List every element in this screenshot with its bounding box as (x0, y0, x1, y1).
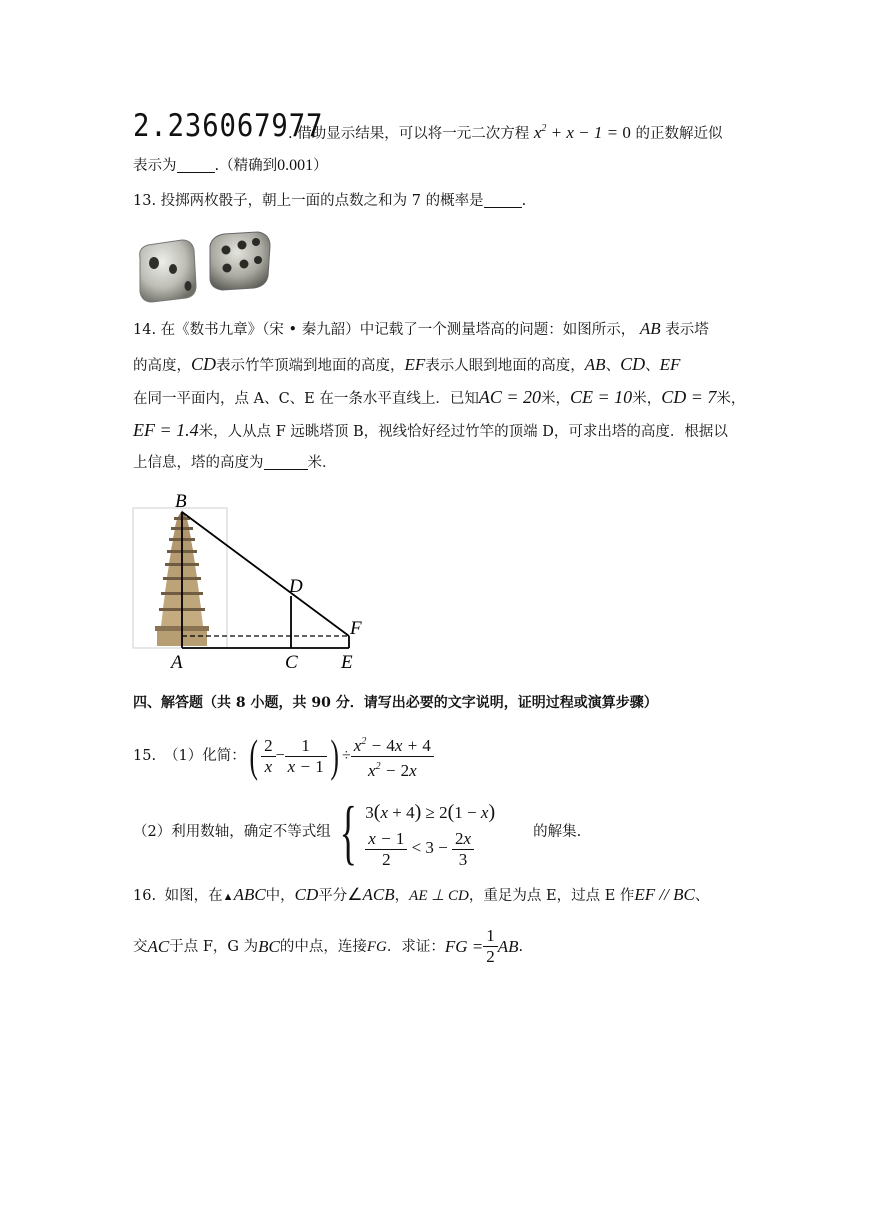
q12-equation: $x^2 + x - 1 = 0$ (533, 123, 631, 142)
q16-line1-d: ，重足为点 E，过点 E 作 (468, 888, 635, 904)
q16-proof-eq: FG = (444, 936, 484, 956)
q12-precision: 0.001 (277, 157, 314, 174)
q14-comma-1: 、 (605, 358, 621, 374)
inequality-2: $\frac{x - 1}{2}$ < 3 − $\frac{2x}{3}$ (365, 828, 495, 868)
q13-tail: . (521, 193, 527, 209)
q16-cd: CD (294, 885, 319, 904)
q14-line5-pre: 上信息，塔的高度为 (133, 455, 264, 471)
q14-line5 (133, 452, 337, 474)
inequality-1: 3(x + 4) ≥ 2(1 − x) (365, 801, 496, 823)
q15-part2-tail: 的解集. (533, 824, 582, 840)
minus-sign: − (275, 747, 285, 764)
q16-line1-b: 中， (265, 888, 295, 904)
q15-part2 (133, 792, 582, 872)
q12-close: ） (313, 158, 328, 174)
frac-quadratic: $\frac{x^2 - 4x + 4}{x^2 - 2x}$ (351, 732, 434, 781)
q16-ac: AC (147, 936, 170, 956)
q14-line1 (133, 318, 709, 341)
q14-line2-c: 表示人眼到地面的高度， (425, 358, 585, 374)
q14-ab-b: B (650, 319, 661, 338)
q14-comma-2: 、 (645, 358, 660, 374)
dice-image (134, 230, 276, 306)
label-c: C (285, 652, 298, 673)
q14-line4-post: 米，人从点 F 远眺塔顶 B，视线恰好经过竹竿的顶端 D，可求出塔的高度．根据以 (198, 424, 728, 440)
q14-line3 (133, 386, 745, 410)
label-f: F (350, 618, 362, 639)
q16-line2-d: ．求证： (386, 938, 445, 955)
q14-line5-post: 米． (307, 455, 337, 471)
q14-line1-pre: 在《数书九章》（宋 • 秦九韶）中记载了一个测量塔高的问题：如图所示， (160, 322, 636, 338)
q14-cd-label: CD (191, 354, 217, 374)
q14-line2 (133, 353, 680, 377)
paren-left: ( (249, 730, 258, 781)
q16-sep-1: ， (394, 888, 410, 904)
q14-unit-2: 米 (632, 391, 647, 407)
q14-segments: AB (584, 355, 606, 374)
q14-sep-2: ， (646, 391, 662, 407)
q12-line1-text (288, 118, 722, 145)
q12-text-b-post: .（精确到 (214, 158, 278, 174)
q15-number: 15. (133, 748, 157, 764)
q16-ef-parallel-bc: EF // BC (634, 885, 695, 904)
q16-ab: AB (497, 936, 519, 956)
q14-segments-cd: CD (620, 354, 646, 374)
q16-line2-end: . (518, 938, 524, 955)
q15-part2-label: （2）利用数轴，确定不等式组 (133, 824, 331, 840)
label-a: A (171, 652, 183, 673)
q12-text-b-pre: 表示为 (133, 158, 177, 174)
q16-line2-c: 的中点，连接 (279, 938, 367, 955)
q13-line (133, 190, 526, 212)
q13-number: 13. (133, 193, 157, 209)
die-right (210, 232, 270, 290)
q14-segments-ef: EF (659, 355, 681, 374)
q15-part1-label: （1）化简： (164, 748, 246, 764)
label-d: D (289, 576, 303, 597)
q16-line2-b: 于点 F，G 为 (169, 938, 259, 955)
q14-ef-label: EF (404, 355, 426, 374)
q12-line2 (133, 155, 328, 177)
label-b: B (175, 491, 187, 512)
tower-diagram (125, 486, 375, 676)
q12-text-a: . 借助显示结果，可以将一元二次方程 (288, 126, 530, 142)
frac-x-1-over-2: $\frac{x - 1}{2}$ (365, 829, 407, 870)
frac-1-over-x-1: $\frac{1}{x - 1}$ (285, 736, 327, 777)
q14-answer-blank[interactable] (264, 453, 308, 470)
div-sign: ÷ (342, 747, 351, 764)
q14-sep-3: ， (730, 391, 746, 407)
frac-2x-over-3: $\frac{2x}{3}$ (452, 829, 474, 870)
die-left (140, 240, 196, 302)
q12-equation-tail: 的正数解近似 (635, 126, 723, 142)
q16-line1-a: 如图，在 (164, 888, 223, 904)
inequality-system (365, 796, 495, 868)
q14-line4 (133, 419, 728, 443)
calculator-display: 2.236067977 (133, 108, 324, 144)
q15-part1 (133, 732, 434, 780)
q14-ce: CE = 10 (570, 387, 633, 407)
q14-line3-text: 在同一平面内，点 A、C、E 在一条水平直线上．已知 (133, 391, 479, 407)
label-e: E (341, 652, 353, 673)
q12-answer-blank[interactable] (177, 156, 215, 173)
q16-triangle-abc: ▲ABC (222, 885, 266, 904)
q14-ab: A (639, 319, 651, 338)
q14-line2-b: 表示竹竿顶端到地面的高度， (216, 358, 405, 374)
system-brace: { (339, 792, 357, 872)
q16-line2 (133, 926, 523, 967)
q16-line1-c: 平分 (318, 888, 348, 904)
q13-answer-blank[interactable] (484, 191, 522, 208)
frac-1-over-2: $\frac{1}{2}$ (483, 926, 498, 967)
section4-heading: 四、解答题（共 8 小题，共 90 分．请写出必要的文字说明，证明过程或演算步骤） (133, 695, 658, 711)
q14-line2-a: 的高度， (133, 358, 191, 374)
q14-unit-1: 米 (541, 391, 556, 407)
q16-line2-a: 交 (133, 938, 148, 955)
q16-number: 16. (133, 888, 157, 904)
q14-cd: CD = 7 (661, 387, 717, 407)
q16-ae-perp-cd: AE ⊥ CD (409, 888, 469, 904)
q16-sep-2: 、 (694, 888, 710, 904)
q13-text: 投掷两枚骰子，朝上一面的点数之和为 7 的概率是 (160, 193, 484, 209)
q14-sep-1: ， (555, 391, 571, 407)
q14-line1-post: 表示塔 (665, 322, 709, 338)
q16-line1 (133, 884, 709, 908)
q14-ef: EF = 1.4 (133, 420, 199, 440)
q16-angle-acb: ∠ACB (347, 885, 395, 904)
q16-bc: BC (258, 936, 280, 956)
frac-2-over-x: $\frac{2}{x}$ (261, 736, 276, 777)
q16-fg: FG (366, 938, 387, 955)
q14-unit-3: 米 (716, 391, 731, 407)
paren-right: ) (330, 730, 339, 781)
q14-ac: AC = 20 (478, 387, 542, 407)
q14-number: 14. (133, 322, 157, 338)
